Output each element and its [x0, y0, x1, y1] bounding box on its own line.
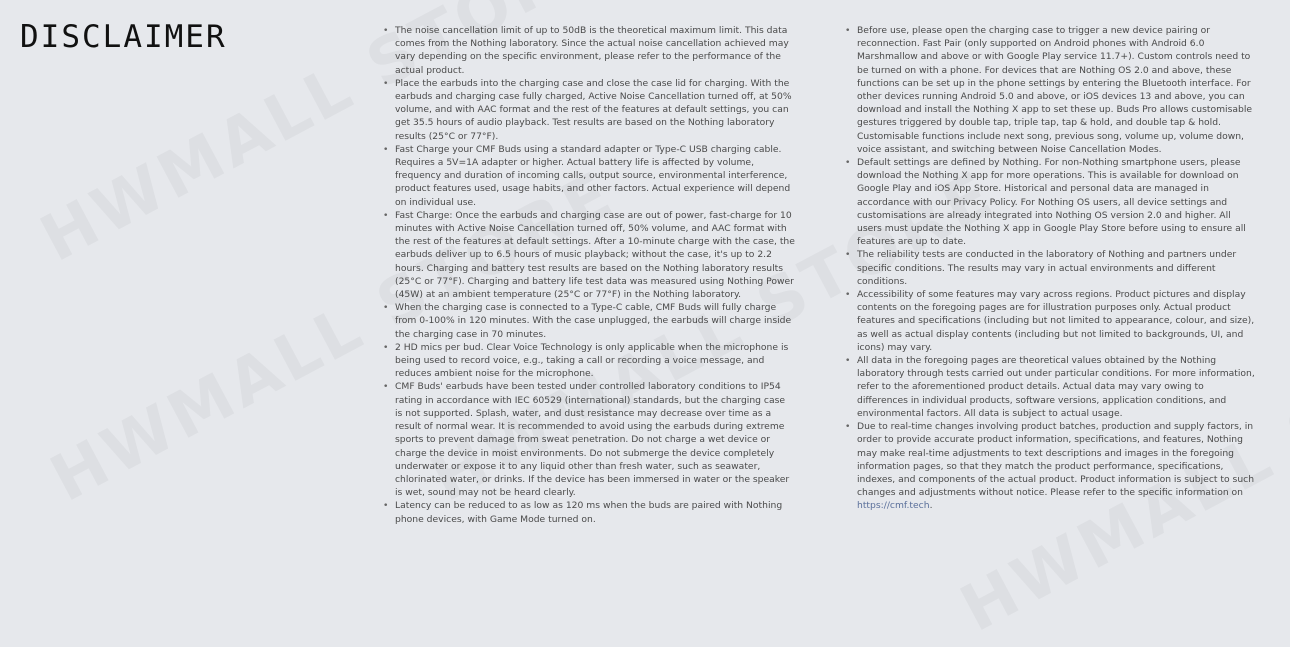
list-item-text: CMF Buds' earbuds have been tested under controlled laboratory conditions to IP54 rating in accordance with IEC 60529 (international) standards, but the charging case is not supported. Splash, water, and dust resistance may decrease over time as a result of normal wear. It is recommended to avoid using the earbuds during extreme sports to prevent damage from sweat penetration. Do not charge a wet device or charge the device in moist environments. Do not submerge the device completely underwater or expose it to any liquid other than fresh water, such as seawater, chlorinated water, or drinks. If the device has been immersed in water or the speaker is wet, sound may not be heard clearly. [395, 381, 790, 499]
list-item-text: All data in the foregoing pages are theoretical values obtained by the Nothing laboratory through tests carried out under particular conditions. For more information, refer to the aforementioned product details. Actual data may vary owing to differences in individual products, software versions, application conditions, and environmental factors. All data is subject to actual usage. [857, 355, 1255, 419]
list-item-text: Before use, please open the charging case to trigger a new device pairing or reconnection. Fast Pair (only supported on Android phones with Android 6.0 Marshmallow and above or with Google Play service 11.7+). Custom controls need to be turned on with a phone. For devices that are Nothing OS 2.0 and above, these functions can be set up in the phone settings by entering the Bluetooth interface. For other devices running Android 5.0 and above, or iOS devices 13 and above, you can download and install the Nothing X app to set these up. Buds Pro allows customisable gestures triggered by double tap, triple tap, tap & hold, and double tap & hold. Customisable functions include next song, previous song, volume up, volume down, voice assistant, and switching between Noise Cancellation Modes. [857, 25, 1253, 155]
list-item-text: Fast Charge your CMF Buds using a standard adapter or Type-C USB charging cable. Requires a 5V=1A adapter or higher. Actual battery life is affected by volume, frequency and duration of incoming calls, output source, environmental interference, product features used, usage habits, and other factors. Actual experience will depend on individual use. [395, 143, 791, 208]
list-item: • Before use, please open the charging case to trigger a new device pairing or reconnection. Fast Pair (only supported on Android phones with Android 6.0 Marshmallow and above or with Google Play service 11.7+). Custom controls need to be turned on with a phone. For devices that are Nothing OS 2.0 and above, these functions can be set up in the phone settings by entering the Bluetooth interface. For other devices running Android 5.0 and above, or iOS devices 13 and above, you can download and install the Nothing X app to set these up. Buds Pro allows customisable gestures triggered by double tap, triple tap, tap & hold, and double tap & hold. Customisable functions include next song, previous song, volume up, volume down, voice assistant, and switching between Noise Cancellation Modes. [845, 25, 1253, 155]
list-item: • Latency can be reduced to as low as 120 ms when the buds are paired with Nothing phone devices, with Game Mode turned on. [383, 500, 783, 525]
list-item: • Accessibility of some features may vary across regions. Product pictures and display contents on the foregoing pages are for illustration purposes only. Actual product features and specifications (including but not limited to appearance, colour, and size), as well as actual display contents (including but not limited to backgrounds, UI, and icons) may vary. [845, 289, 1255, 353]
page-title: DISCLAIMER [20, 19, 227, 55]
cmf-tech-link[interactable]: https://cmf.tech [857, 500, 930, 512]
list-item: • 2 HD mics per bud. Clear Voice Technology is only applicable when the microphone is being used to record voice, e.g., taking a call or recording a voice message, and reduces ambient noise for the microphone. [383, 341, 789, 380]
list-item: • Default settings are defined by Nothing. For non-Nothing smartphone users, please download the Nothing X app for more operations. This is available for download on Google Play and iOS App Store. Historical and personal data are managed in accordance with our Privacy Policy. For Nothing OS users, all device settings and customisations are already integrated into Nothing OS version 2.0 and higher. All users must update the Nothing X app in Google Play Store before using to ensure all features are up to date. [845, 157, 1246, 248]
list-item-text: Accessibility of some features may vary across regions. Product pictures and display contents on the foregoing pages are for illustration purposes only. Actual product features and specifications (including but not limited to appearance, colour, and size), as well as actual display contents (including but not limited to backgrounds, UI, and icons) may vary. [857, 289, 1255, 353]
list-item-text: 2 HD mics per bud. Clear Voice Technology is only applicable when the microphone is being used to record voice, e.g., taking a call or recording a voice message, and reduces ambient noise for the microphone. [395, 341, 789, 380]
list-item-text: The reliability tests are conducted in the laboratory of Nothing and partners under specific conditions. The results may vary in actual environments and different conditions. [857, 249, 1237, 287]
list-item-text: The noise cancellation limit of up to 50dB is the theoretical maximum limit. This data comes from the Nothing laboratory. Since the actual noise cancellation achieved may vary depending on the specific environment, please refer to the performance of the actual product. [395, 25, 789, 76]
list-item: • When the charging case is connected to a Type-C cable, CMF Buds will fully charge from 0-100% in 120 minutes. With the case unplugged, the earbuds will charge inside the charging case in 70 minutes. [383, 302, 792, 340]
list-item: • Due to real-time changes involving product batches, production and supply factors, in order to provide accurate product information, specifications, and features, Nothing may make real-time adjustments to text descriptions and images in the foregoing information pages, so that they match the product performance, specifications, indexes, and components of the actual product. Product information is subject to such changes and adjustments without notice. Please refer to the specific information on https://cmf.tech. [845, 421, 1255, 512]
list-item-text: Latency can be reduced to as low as 120 ms when the buds are paired with Nothing phone devices, with Game Mode turned on. [395, 500, 783, 525]
list-item: • Fast Charge: Once the earbuds and charging case are out of power, fast-charge for 10 minutes with Active Noise Cancellation turned off, 50% volume, and AAC format with the rest of the features at default settings. After a 10-minute charge with the case, the earbuds deliver up to 6.5 hours of music playback; without the case, it's up to 2.2 hours. Charging and battery test results are based on the Nothing laboratory results (25°C or 77°F). Charging and battery life test data was measured using Nothing Power (45W) at an ambient temperature (25°C or 77°F) in the Nothing laboratory. [383, 209, 795, 301]
list-item-text: Default settings are defined by Nothing. For non-Nothing smartphone users, please download the Nothing X app for more operations. This is available for download on Google Play and iOS App Store. Historical and personal data are managed in accordance with our Privacy Policy. For Nothing OS users, all device settings and customisations are already integrated into Nothing OS version 2.0 and higher. All users must update the Nothing X app in Google Play Store before using to ensure all features are up to date. [857, 157, 1246, 248]
disclaimer-list-right [845, 24, 1257, 513]
list-item-text: When the charging case is connected to a Type-C cable, CMF Buds will fully charge from 0-100% in 120 minutes. With the case unplugged, the earbuds will charge inside the charging case in 70 minutes. [395, 302, 792, 340]
list-item-text: Due to real-time changes involving product batches, production and supply factors, in order to provide accurate product information, specifications, and features, Nothing may make real-time adjustments to text descriptions and images in the foregoing information pages, so that they match the product performance, specifications, indexes, and components of the actual product. Product information is subject to such changes and adjustments without notice. Please refer to the specific information on https://cmf.tech. [857, 421, 1255, 512]
list-item: • The noise cancellation limit of up to 50dB is the theoretical maximum limit. This data comes from the Nothing laboratory. Since the actual noise cancellation achieved may vary depending on the specific environment, please refer to the performance of the actual product. [383, 25, 789, 76]
list-item: • Fast Charge your CMF Buds using a standard adapter or Type-C USB charging cable. Requires a 5V=1A adapter or higher. Actual battery life is affected by volume, frequency and duration of incoming calls, output source, environmental interference, product features used, usage habits, and other factors. Actual experience will depend on individual use. [383, 143, 791, 208]
disclaimer-list-left [383, 24, 795, 526]
list-item: • The reliability tests are conducted in the laboratory of Nothing and partners under specific conditions. The results may vary in actual environments and different conditions. [845, 249, 1237, 287]
list-item: • Place the earbuds into the charging case and close the case lid for charging. With the earbuds and charging case fully charged, Active Noise Cancellation turned off, at 50% volume, and with AAC format and the rest of the features at default settings, you can get 35.5 hours of audio playback. Test results are based on the Nothing laboratory results (25°C or 77°F). [383, 77, 792, 142]
list-item-text: Fast Charge: Once the earbuds and charging case are out of power, fast-charge for 10 minutes with Active Noise Cancellation turned off, 50% volume, and AAC format with the rest of the features at default settings. After a 10-minute charge with the case, the earbuds deliver up to 6.5 hours of music playback; without the case, it's up to 2.2 hours. Charging and battery test results are based on the Nothing laboratory results (25°C or 77°F). Charging and battery life test data was measured using Nothing Power (45W) at an ambient temperature (25°C or 77°F) in the Nothing laboratory. [395, 209, 795, 301]
list-item-text: Place the earbuds into the charging case and close the case lid for charging. With the earbuds and charging case fully charged, Active Noise Cancellation turned off, at 50% volume, and with AAC format and the rest of the features at default settings, you can get 35.5 hours of audio playback. Test results are based on the Nothing laboratory results (25°C or 77°F). [395, 77, 792, 142]
list-item: • All data in the foregoing pages are theoretical values obtained by the Nothing laboratory through tests carried out under particular conditions. For more information, refer to the aforementioned product details. Actual data may vary owing to differences in individual products, software versions, application conditions, and environmental factors. All data is subject to actual usage. [845, 355, 1255, 419]
list-item: • CMF Buds' earbuds have been tested under controlled laboratory conditions to IP54 rating in accordance with IEC 60529 (international) standards, but the charging case is not supported. Splash, water, and dust resistance may decrease over time as a result of normal wear. It is recommended to avoid using the earbuds during extreme sports to prevent damage from sweat penetration. Do not charge a wet device or charge the device in moist environments. Do not submerge the device completely underwater or expose it to any liquid other than fresh water, such as seawater, chlorinated water, or drinks. If the device has been immersed in water or the speaker is wet, sound may not be heard clearly. [383, 381, 790, 499]
